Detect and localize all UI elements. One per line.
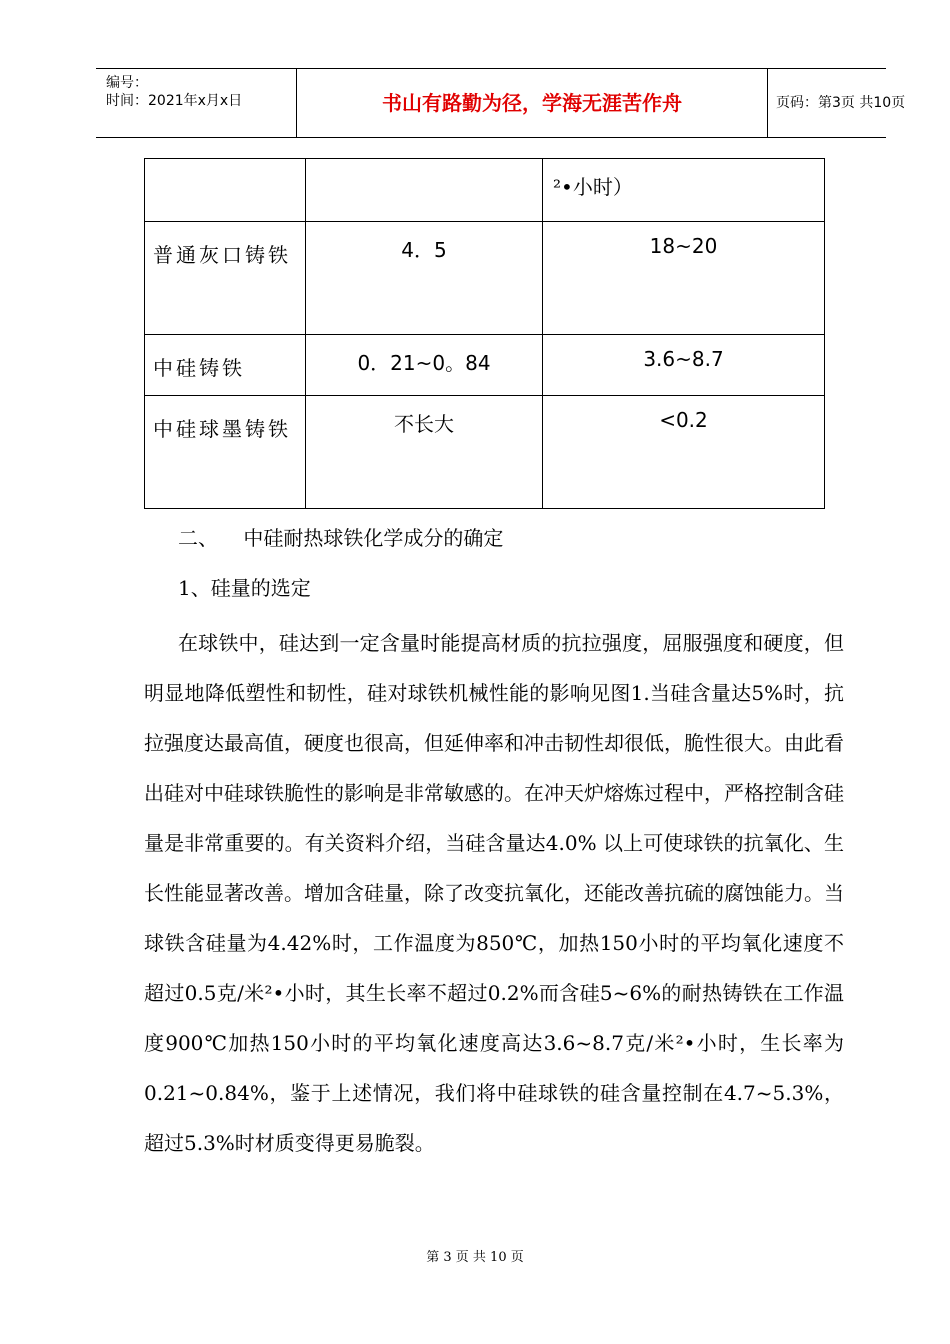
growth-cell: [306, 159, 543, 222]
section-subheading: 1、硅量的选定: [178, 576, 311, 600]
document-date: 时间：2021年x月x日: [106, 93, 243, 109]
header-meta: [96, 69, 296, 137]
table-row: [145, 222, 825, 335]
oxidation-unit-cell: ²•小时）: [543, 159, 825, 222]
properties-table: [144, 158, 825, 509]
section-heading: 二、 中硅耐热球铁化学成分的确定: [178, 526, 504, 550]
page-footer: 第 3 页 共 10 页: [426, 1250, 524, 1265]
growth-cell: 4．5: [306, 222, 543, 335]
body-paragraph: 在球铁中，硅达到一定含量时能提高材质的抗拉强度，屈服强度和硬度，但明显地降低塑性和韧性，硅对球铁机械性能的影响见图1.当硅含量达5%时，抗拉强度达最高值，硬度也很高，但延伸率和冲击韧性却很低，脆性很大。由此看出硅对中硅球铁脆性的影响是非常敏感的。在冲天炉熔炼过程中，严格控制含硅量是非常重要的。有关资料介绍，当硅含量达4.0% 以上可使球铁的抗氧化、生长性能显著改善。增加含硅量，除了改变抗氧化，还能改善抗硫的腐蚀能力。当球铁含硅量为4.42%时，工作温度为850℃，加热150小时的平均氧化速度不超过0.5克/米²•小时，其生长率不超过0.2%而含硅5~6%的耐热铸铁在工作温度900℃加热150小时的平均氧化速度高达3.6~8.7克/米²•小时，生长率为0.21~0.84%，鉴于上述情况，我们将中硅球铁的硅含量控制在4.7~5.3%，超过5.3%时材质变得更易脆裂。: [144, 631, 844, 1155]
oxidation-cell: 18~20: [543, 222, 825, 335]
material-cell: [145, 159, 306, 222]
oxidation-cell: <0.2: [543, 396, 825, 509]
material-cell: 中硅球墨铸铁: [145, 396, 306, 509]
table-row: [145, 159, 825, 222]
growth-cell: 不长大: [306, 396, 543, 509]
table-row: [145, 335, 825, 396]
header-page-info: 页码：第3页 共10页: [776, 95, 906, 111]
oxidation-cell: 3.6~8.7: [543, 335, 825, 396]
page-header: [96, 68, 906, 138]
table-row: [145, 396, 825, 509]
material-cell: 普通灰口铸铁: [145, 222, 306, 335]
header-motto: 书山有路勤为径，学海无涯苦作舟: [296, 69, 768, 137]
document-number-label: 编号：: [106, 75, 148, 91]
growth-cell: 0．21~0。84: [306, 335, 543, 396]
material-cell: 中硅铸铁: [145, 335, 306, 396]
